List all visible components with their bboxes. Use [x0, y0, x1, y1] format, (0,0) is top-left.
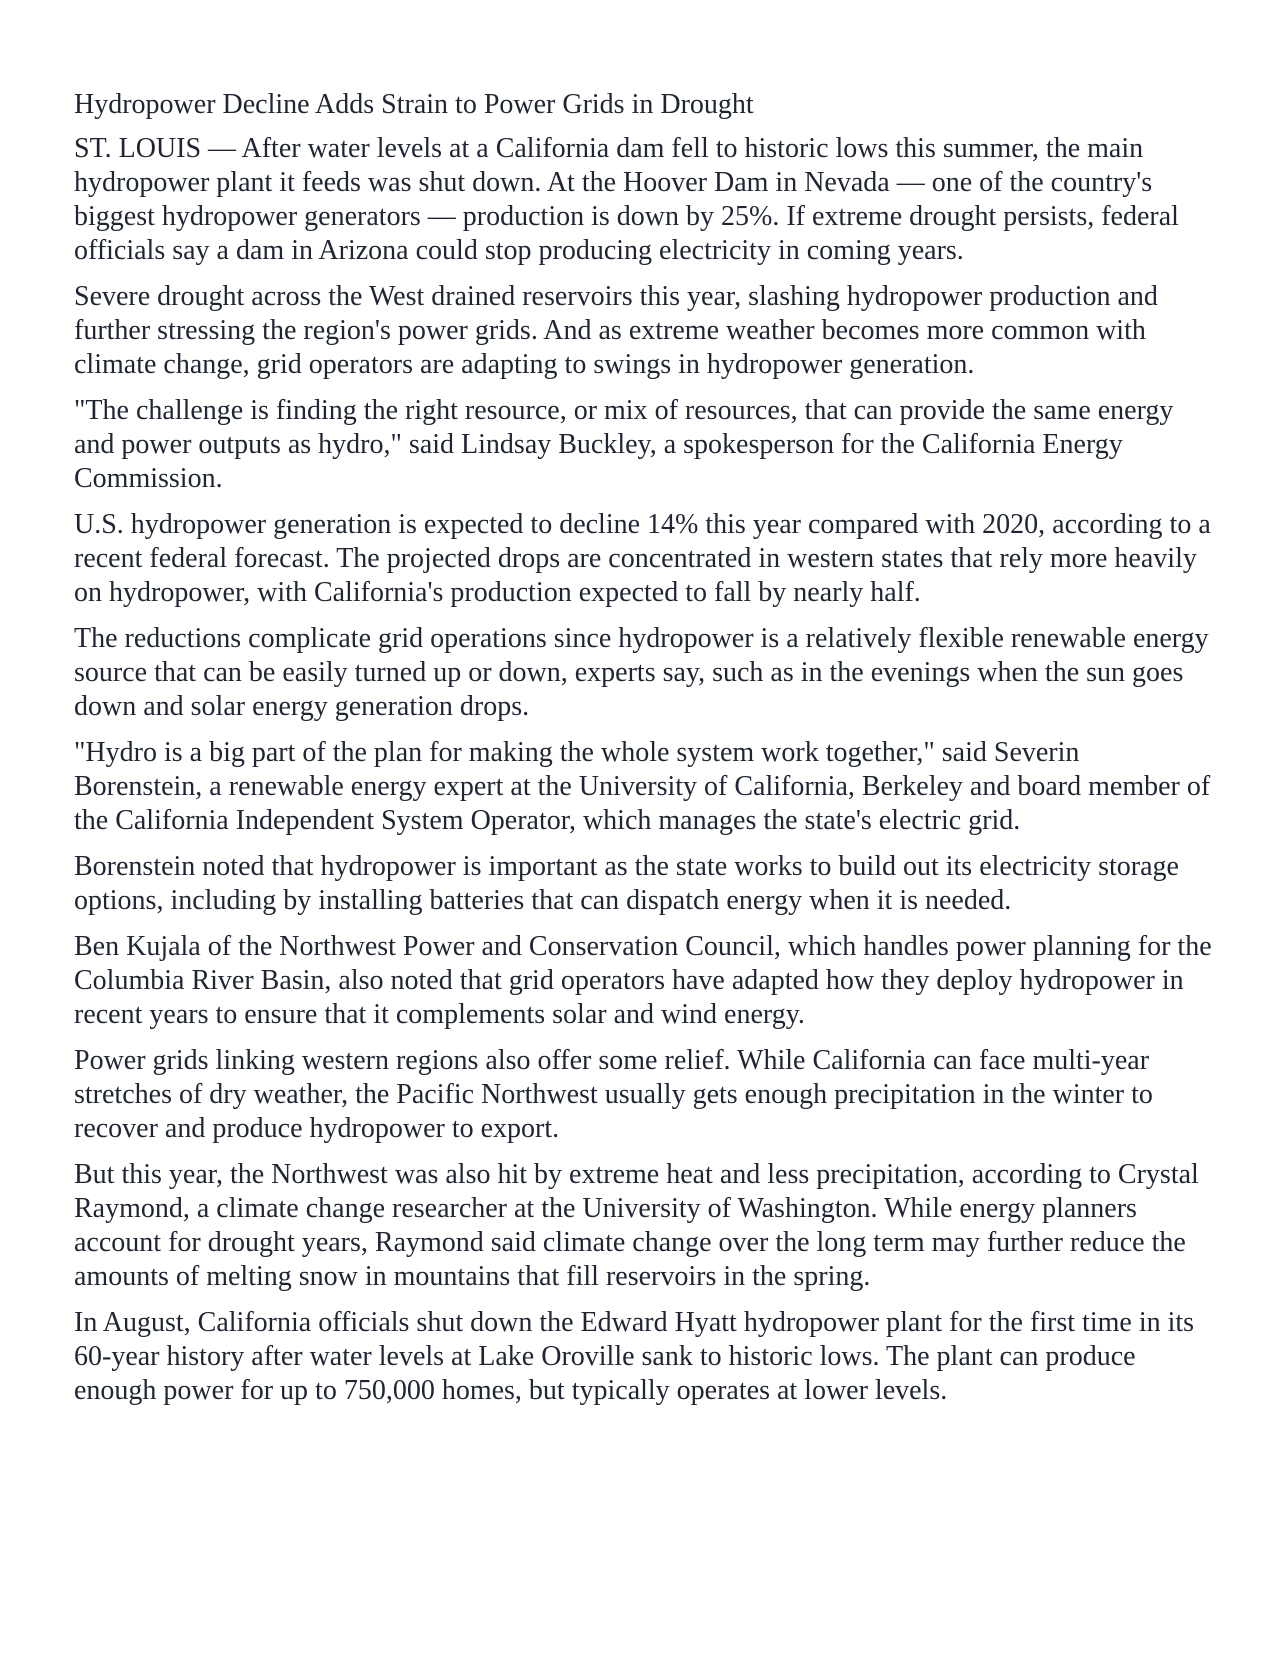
- article-paragraph: Severe drought across the West drained reservoirs this year, slashing hydropower production and further stressing the region's power grids. And as extreme weather becomes more common with climate change, grid operators are adapting to swings in hydropower generation.: [74, 281, 1158, 380]
- article-paragraph: Power grids linking western regions also offer some relief. While California can face multi-year stretches of dry weather, the Pacific Northwest usually gets enough precipitation in the winter to recover and produce hydropower to export.: [74, 1045, 1153, 1144]
- article-paragraph: "The challenge is finding the right resource, or mix of resources, that can provide the same energy and power outputs as hydro," said Lindsay Buckley, a spokesperson for the California Energy Commission.: [74, 395, 1174, 494]
- article-paragraph: Ben Kujala of the Northwest Power and Conservation Council, which handles power planning for the Columbia River Basin, also noted that grid operators have adapted how they deploy hydropower in recent years to ensure that it complements solar and wind energy.: [74, 931, 1212, 1030]
- article-paragraph: The reductions complicate grid operations since hydropower is a relatively flexible renewable energy source that can be easily turned up or down, experts say, such as in the evenings when the sun goes down and solar energy generation drops.: [74, 623, 1209, 722]
- article-paragraph: "Hydro is a big part of the plan for making the whole system work together," said Severin Borenstein, a renewable energy expert at the University of California, Berkeley and board member of the California Independent System Operator, which manages the state's electric grid.: [74, 737, 1211, 836]
- article-title: Hydropower Decline Adds Strain to Power Grids in Drought: [74, 89, 754, 120]
- article: [74, 88, 1214, 1420]
- article-paragraph: U.S. hydropower generation is expected to decline 14% this year compared with 2020, according to a recent federal forecast. The projected drops are concentrated in western states that rely more heavily on hydropower, with California's production expected to fall by nearly half.: [74, 509, 1211, 608]
- article-paragraph: Borenstein noted that hydropower is important as the state works to build out its electricity storage options, including by installing batteries that can dispatch energy when it is needed.: [74, 851, 1179, 916]
- article-paragraph: In August, California officials shut down the Edward Hyatt hydropower plant for the first time in its 60-year history after water levels at Lake Oroville sank to historic lows. The plant can produce enough power for up to 750,000 homes, but typically operates at lower levels.: [74, 1307, 1195, 1406]
- article-paragraph: But this year, the Northwest was also hit by extreme heat and less precipitation, according to Crystal Raymond, a climate change researcher at the University of Washington. While energy planners account for drought years, Raymond said climate change over the long term may further reduce the amounts of melting snow in mountains that fill reservoirs in the spring.: [74, 1159, 1199, 1292]
- article-paragraph: ST. LOUIS — After water levels at a California dam fell to historic lows this summer, the main hydropower plant it feeds was shut down. At the Hoover Dam in Nevada — one of the country's biggest hydropower generators — production is down by 25%. If extreme drought persists, federal officials say a dam in Arizona could stop producing electricity in coming years.: [74, 133, 1179, 266]
